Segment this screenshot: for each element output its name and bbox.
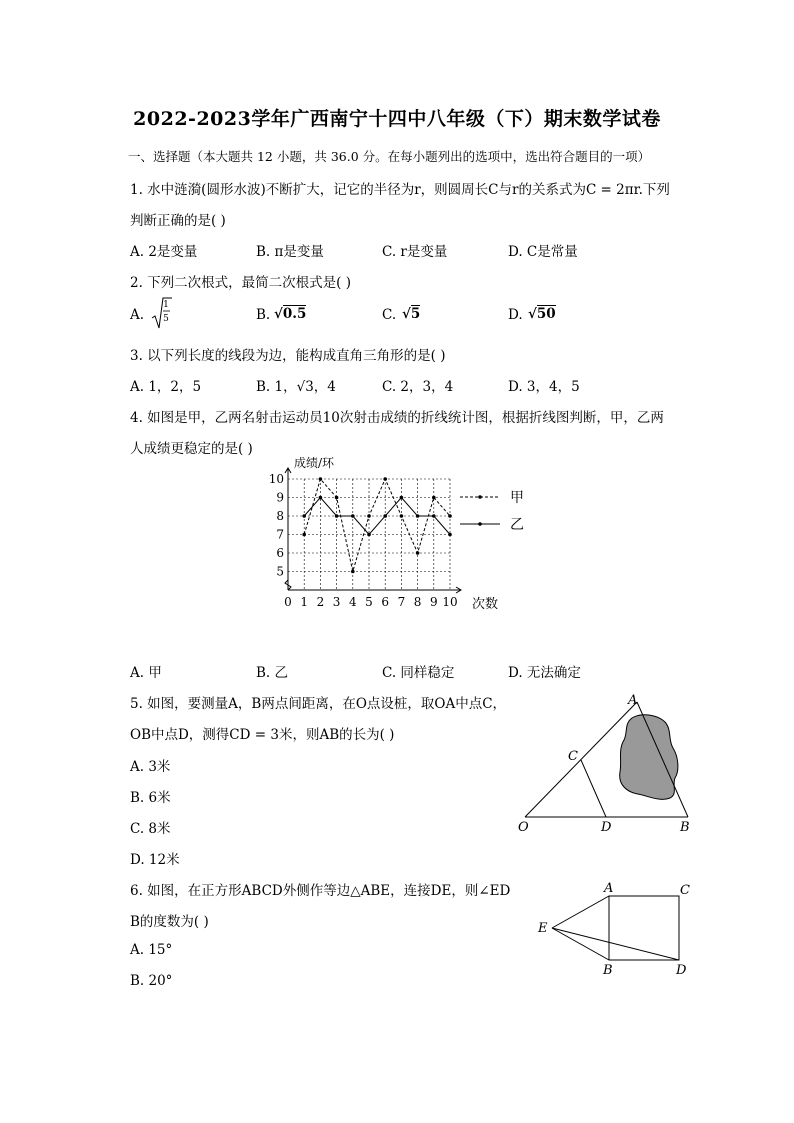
q1-option-a: A. 2是变量 [130, 244, 198, 260]
y-tick-label: 5 [276, 564, 284, 579]
segment-cd [581, 760, 606, 817]
x-axis-label: 次数 [472, 597, 499, 612]
label-e: E [538, 921, 548, 936]
x-tick-label: 7 [397, 595, 406, 609]
q4-stem-line1: 4. 如图是甲，乙两名射击运动员10次射击成绩的折线统计图，根据折线图判断，甲，乙两 [130, 410, 664, 426]
x-tick-label: 9 [429, 595, 438, 609]
data-point [351, 514, 355, 518]
data-point [400, 496, 404, 500]
q1-stem-line1: 1. 水中涟漪(圆形水波)不断扩大，记它的半径为r，则圆周长C与r的关系式为C = 2πr.下列 [130, 182, 670, 198]
x-tick-label: 4 [348, 595, 357, 609]
x-tick-label: 1 [300, 595, 309, 609]
data-point [351, 570, 355, 574]
label-c: C [680, 883, 690, 898]
label-o: O [518, 820, 529, 835]
q1-option-b: B. π是变量 [256, 244, 324, 260]
legend-marker [478, 495, 482, 499]
x-tick-label: 2 [316, 595, 325, 609]
q2-radicand-a-den: 5 [163, 314, 169, 324]
data-point [383, 514, 387, 518]
q5-option-d: D. 12米 [130, 852, 180, 868]
q3-option-b: B. 1，√3，4 [256, 379, 336, 395]
data-point [367, 514, 371, 518]
label-b: B [680, 820, 690, 835]
label-d: D [676, 963, 687, 978]
q5-option-a: A. 3米 [130, 759, 171, 775]
data-point [400, 514, 404, 518]
label-a: A [604, 881, 614, 896]
q1-option-d: D. C是常量 [508, 244, 578, 260]
data-point [319, 477, 323, 481]
data-point [416, 551, 420, 555]
q2-option-a: A. [130, 307, 145, 323]
x-tick-label: 3 [332, 595, 341, 609]
q2-radical-a [150, 296, 174, 330]
q2-option-b: B. [256, 307, 271, 323]
q4-option-d: D. 无法确定 [508, 665, 581, 681]
label-b: B [603, 963, 613, 978]
x-tick-label: 0 [284, 595, 292, 609]
q2-stem: 2. 下列二次根式，最简二次根式是( ) [130, 275, 351, 291]
q4-option-a: A. 甲 [130, 665, 162, 681]
q3-option-c: C. 2，3，4 [382, 379, 454, 395]
y-tick-label: 7 [276, 527, 284, 542]
data-point [383, 477, 387, 481]
data-point [319, 496, 323, 500]
q5-figure [510, 690, 700, 840]
q3-option-a: A. 1，2，5 [130, 379, 202, 395]
y-axis-label: 成绩/环 [294, 456, 335, 470]
q6-stem-line2: B的度数为( ) [130, 914, 209, 930]
legend-marker [478, 522, 482, 526]
data-point [432, 514, 436, 518]
y-tick-label: 8 [276, 509, 284, 523]
label-c: C [568, 749, 578, 764]
q4-option-c: C. 同样稳定 [382, 665, 455, 681]
data-point [335, 514, 339, 518]
segment-ea [552, 896, 609, 928]
q2-radicand-d: 50 [536, 306, 556, 322]
y-tick-label: 9 [276, 490, 284, 505]
q3-option-d: D. 3，4，5 [508, 379, 580, 395]
section-heading: 一、选择题（本大题共 12 小题，共 36.0 分。在每小题列出的选项中，选出符合题目的一项） [128, 149, 651, 164]
page-title: 2022-2023学年广西南宁十四中八年级（下）期末数学试卷 [133, 108, 661, 130]
legend-label: 甲 [510, 490, 524, 506]
q5-option-b: B. 6米 [130, 790, 171, 806]
q4-stem-line2: 人成绩更稳定的是( ) [130, 441, 253, 457]
segment-eb [552, 928, 609, 960]
q4-option-b: B. 乙 [256, 665, 289, 681]
q2-radicand-c: 5 [410, 306, 421, 322]
legend-label: 乙 [510, 517, 524, 533]
q3-stem: 3. 以下列长度的线段为边，能构成直角三角形的是( ) [130, 348, 446, 364]
data-point [302, 533, 306, 537]
data-point [416, 514, 420, 518]
q5-stem-line1: 5. 如图，要测量A，B两点间距离，在O点设桩，取OA中点C， [130, 696, 507, 712]
data-point [448, 514, 452, 518]
x-tick-label: 6 [381, 595, 390, 609]
q2-radicand-a-num: 1 [163, 300, 169, 310]
q2-radicand-b: 0.5 [282, 306, 307, 322]
q2-option-d: D. [508, 307, 523, 323]
x-tick-label: 8 [413, 595, 422, 609]
q6-option-b: B. 20° [130, 973, 173, 989]
y-tick-label: 10 [268, 472, 284, 486]
x-tick-label: 10 [442, 595, 458, 609]
data-point [367, 533, 371, 537]
data-point [302, 514, 306, 518]
x-tick-label: 5 [365, 595, 373, 609]
data-point [448, 533, 452, 537]
q6-figure [530, 878, 710, 978]
q2-radicand-c-wrap: √5 [402, 306, 421, 322]
label-d: D [601, 820, 612, 835]
score-line-chart [260, 455, 540, 625]
label-a: A [628, 693, 638, 708]
segment-ed [552, 928, 679, 960]
y-tick-label: 6 [276, 546, 284, 560]
q1-stem-line2: 判断正确的是( ) [130, 213, 226, 229]
q1-option-c: C. r是变量 [382, 244, 448, 260]
q2-radicand-d-wrap: √50 [528, 306, 556, 322]
q5-option-c: C. 8米 [130, 821, 171, 837]
q6-stem-line1: 6. 如图，在正方形ABCD外侧作等边△ABE，连接DE，则∠ED [130, 883, 511, 899]
data-point [335, 496, 339, 500]
data-point [432, 496, 436, 500]
q2-radicand-b-wrap: √0.5 [274, 306, 307, 322]
q6-option-a: A. 15° [130, 942, 173, 958]
square-abcd [609, 896, 679, 960]
q2-option-c: C. [382, 307, 397, 323]
q5-stem-line2: OB中点D，测得CD = 3米，则AB的长为( ) [130, 727, 395, 743]
